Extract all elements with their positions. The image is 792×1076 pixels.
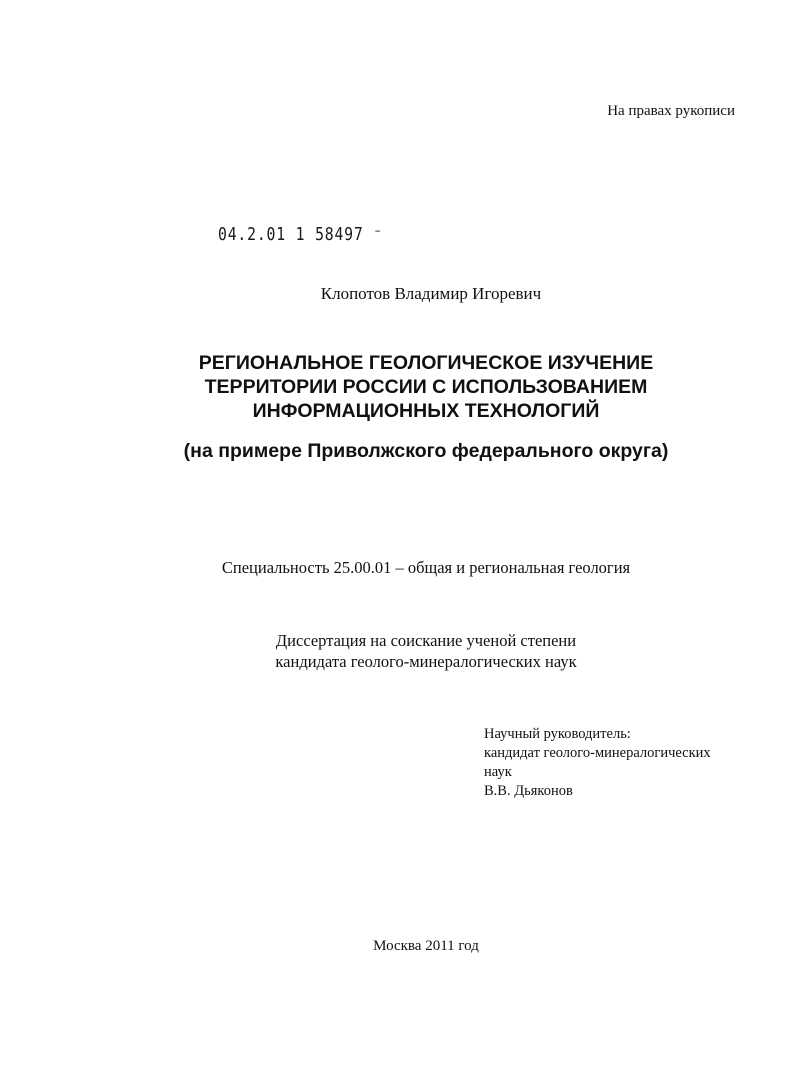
advisor-line: Научный руководитель:	[484, 726, 631, 742]
city-year: Москва 2011 год	[373, 938, 479, 954]
degree-line: Диссертация на соискание ученой степени	[275, 631, 577, 650]
specialty-line: Специальность 25.00.01 – общая и региональная геология	[221, 558, 631, 577]
advisor-line: В.В. Дьяконов	[484, 783, 573, 799]
advisor-line: наук	[484, 764, 512, 780]
degree-statement	[0, 630, 792, 672]
advisor-block	[484, 725, 711, 801]
rights-notice: На правах рукописи	[607, 103, 735, 119]
title-line: РЕГИОНАЛЬНОЕ ГЕОЛОГИЧЕСКОЕ ИЗУЧЕНИЕ	[198, 352, 654, 374]
advisor-line: кандидат геолого-минералогических	[484, 745, 711, 761]
dissertation-title	[0, 351, 792, 423]
title-line: ИНФОРМАЦИОННЫХ ТЕХНОЛОГИЙ	[252, 400, 600, 422]
author-name: Клопотов Владимир Игоревич	[320, 284, 542, 303]
degree-line: кандидата геолого-минералогических наук	[275, 652, 577, 671]
dissertation-subtitle: (на примере Приволжского федерального округа)	[183, 440, 669, 462]
registration-code: 04.2.01 1 58497 ⁻	[218, 224, 384, 245]
title-line: ТЕРРИТОРИИ РОССИИ С ИСПОЛЬЗОВАНИЕМ	[204, 376, 648, 398]
